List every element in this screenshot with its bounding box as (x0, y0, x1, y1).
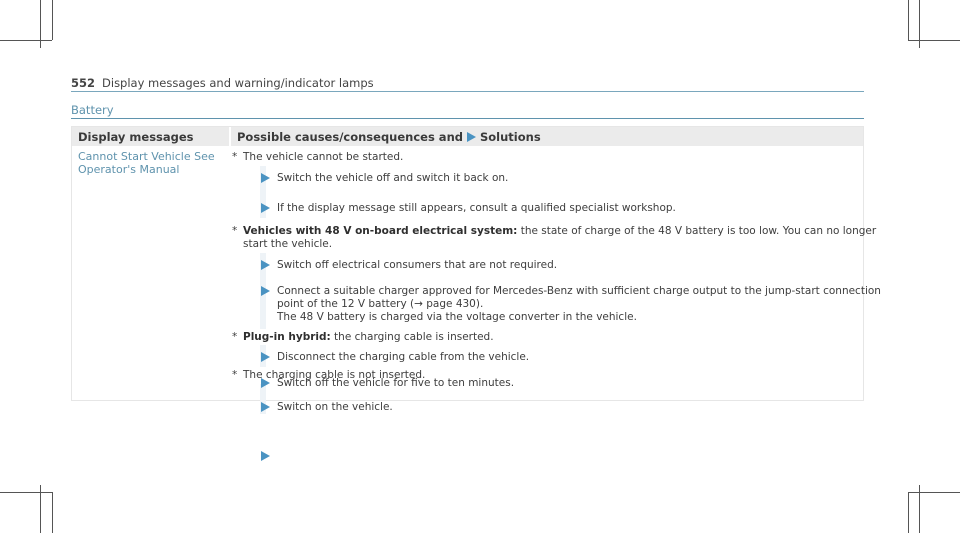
table-header-row (72, 127, 863, 146)
display-message (78, 150, 228, 176)
page-header (71, 76, 374, 90)
crop-mark (908, 492, 960, 493)
cause-item (232, 225, 876, 238)
display-message-line: Cannot Start Vehicle See (78, 150, 215, 163)
solution-step: Switch off electrical consumers that are not required. (277, 259, 558, 271)
solution-step: Switch the vehicle off and switch it back on. (277, 172, 509, 184)
col-solutions-header-text: Possible causes/consequences and (237, 130, 463, 144)
arrow-right-icon (261, 173, 270, 183)
bullet-star: * (232, 151, 238, 163)
display-message-line: Operator's Manual (78, 163, 180, 176)
crop-mark (0, 492, 52, 493)
cause-item (232, 331, 494, 344)
solution-step-cont: point of the 12 V battery (→ page 430). (277, 298, 484, 310)
bullet-star: * (232, 331, 238, 343)
col-solutions-header-suffix: Solutions (480, 130, 541, 144)
cause-text: The charging cable is not inserted. (243, 369, 426, 381)
arrow-right-icon (261, 203, 270, 213)
header-rule (71, 91, 864, 92)
bullet-star: * (232, 225, 238, 237)
cause-item (232, 151, 403, 164)
cause-text-cont: start the vehicle. (243, 238, 333, 250)
page-number: 552 (71, 76, 96, 90)
cause-label: Vehicles with 48 V on-board electrical system: (243, 225, 518, 237)
arrow-right-icon (261, 286, 270, 296)
crop-mark (908, 0, 909, 40)
cause-text: the state of charge of the 48 V battery is too low. You can no longer (517, 225, 877, 237)
solution-step: Connect a suitable charger approved for Mercedes-Benz with sufficient charge output to the jump-start connection (277, 285, 881, 297)
bullet-star: * (232, 369, 238, 381)
section-title: Battery (71, 103, 114, 117)
solution-step: Switch off the vehicle for five to ten minutes. (277, 377, 515, 389)
arrow-right-icon (261, 378, 270, 388)
section-rule (71, 118, 864, 119)
crop-mark (52, 492, 53, 533)
solution-step: If the display message still appears, consult a qualified specialist workshop. (277, 202, 676, 214)
col-solutions-header (231, 127, 863, 146)
crop-mark (908, 40, 960, 41)
cause-label: Plug-in hybrid: (243, 331, 331, 343)
crop-mark (52, 0, 53, 40)
crop-mark (908, 492, 909, 533)
arrow-right-icon (261, 451, 270, 461)
arrow-right-icon (261, 260, 270, 270)
solution-step: Switch on the vehicle. (277, 401, 393, 413)
arrow-right-icon (261, 402, 270, 412)
cause-text: The vehicle cannot be started. (243, 151, 404, 163)
messages-table (71, 126, 881, 413)
col-display-messages-header: Display messages (72, 127, 229, 146)
crop-mark (0, 40, 52, 41)
solution-note: The 48 V battery is charged via the voltage converter in the vehicle. (277, 311, 637, 323)
arrow-right-icon (261, 352, 270, 362)
page-header-title: Display messages and warning/indicator lamps (102, 76, 374, 90)
solution-step: Disconnect the charging cable from the vehicle. (277, 351, 530, 363)
cause-text: the charging cable is inserted. (330, 331, 494, 343)
arrow-right-icon (467, 132, 476, 142)
